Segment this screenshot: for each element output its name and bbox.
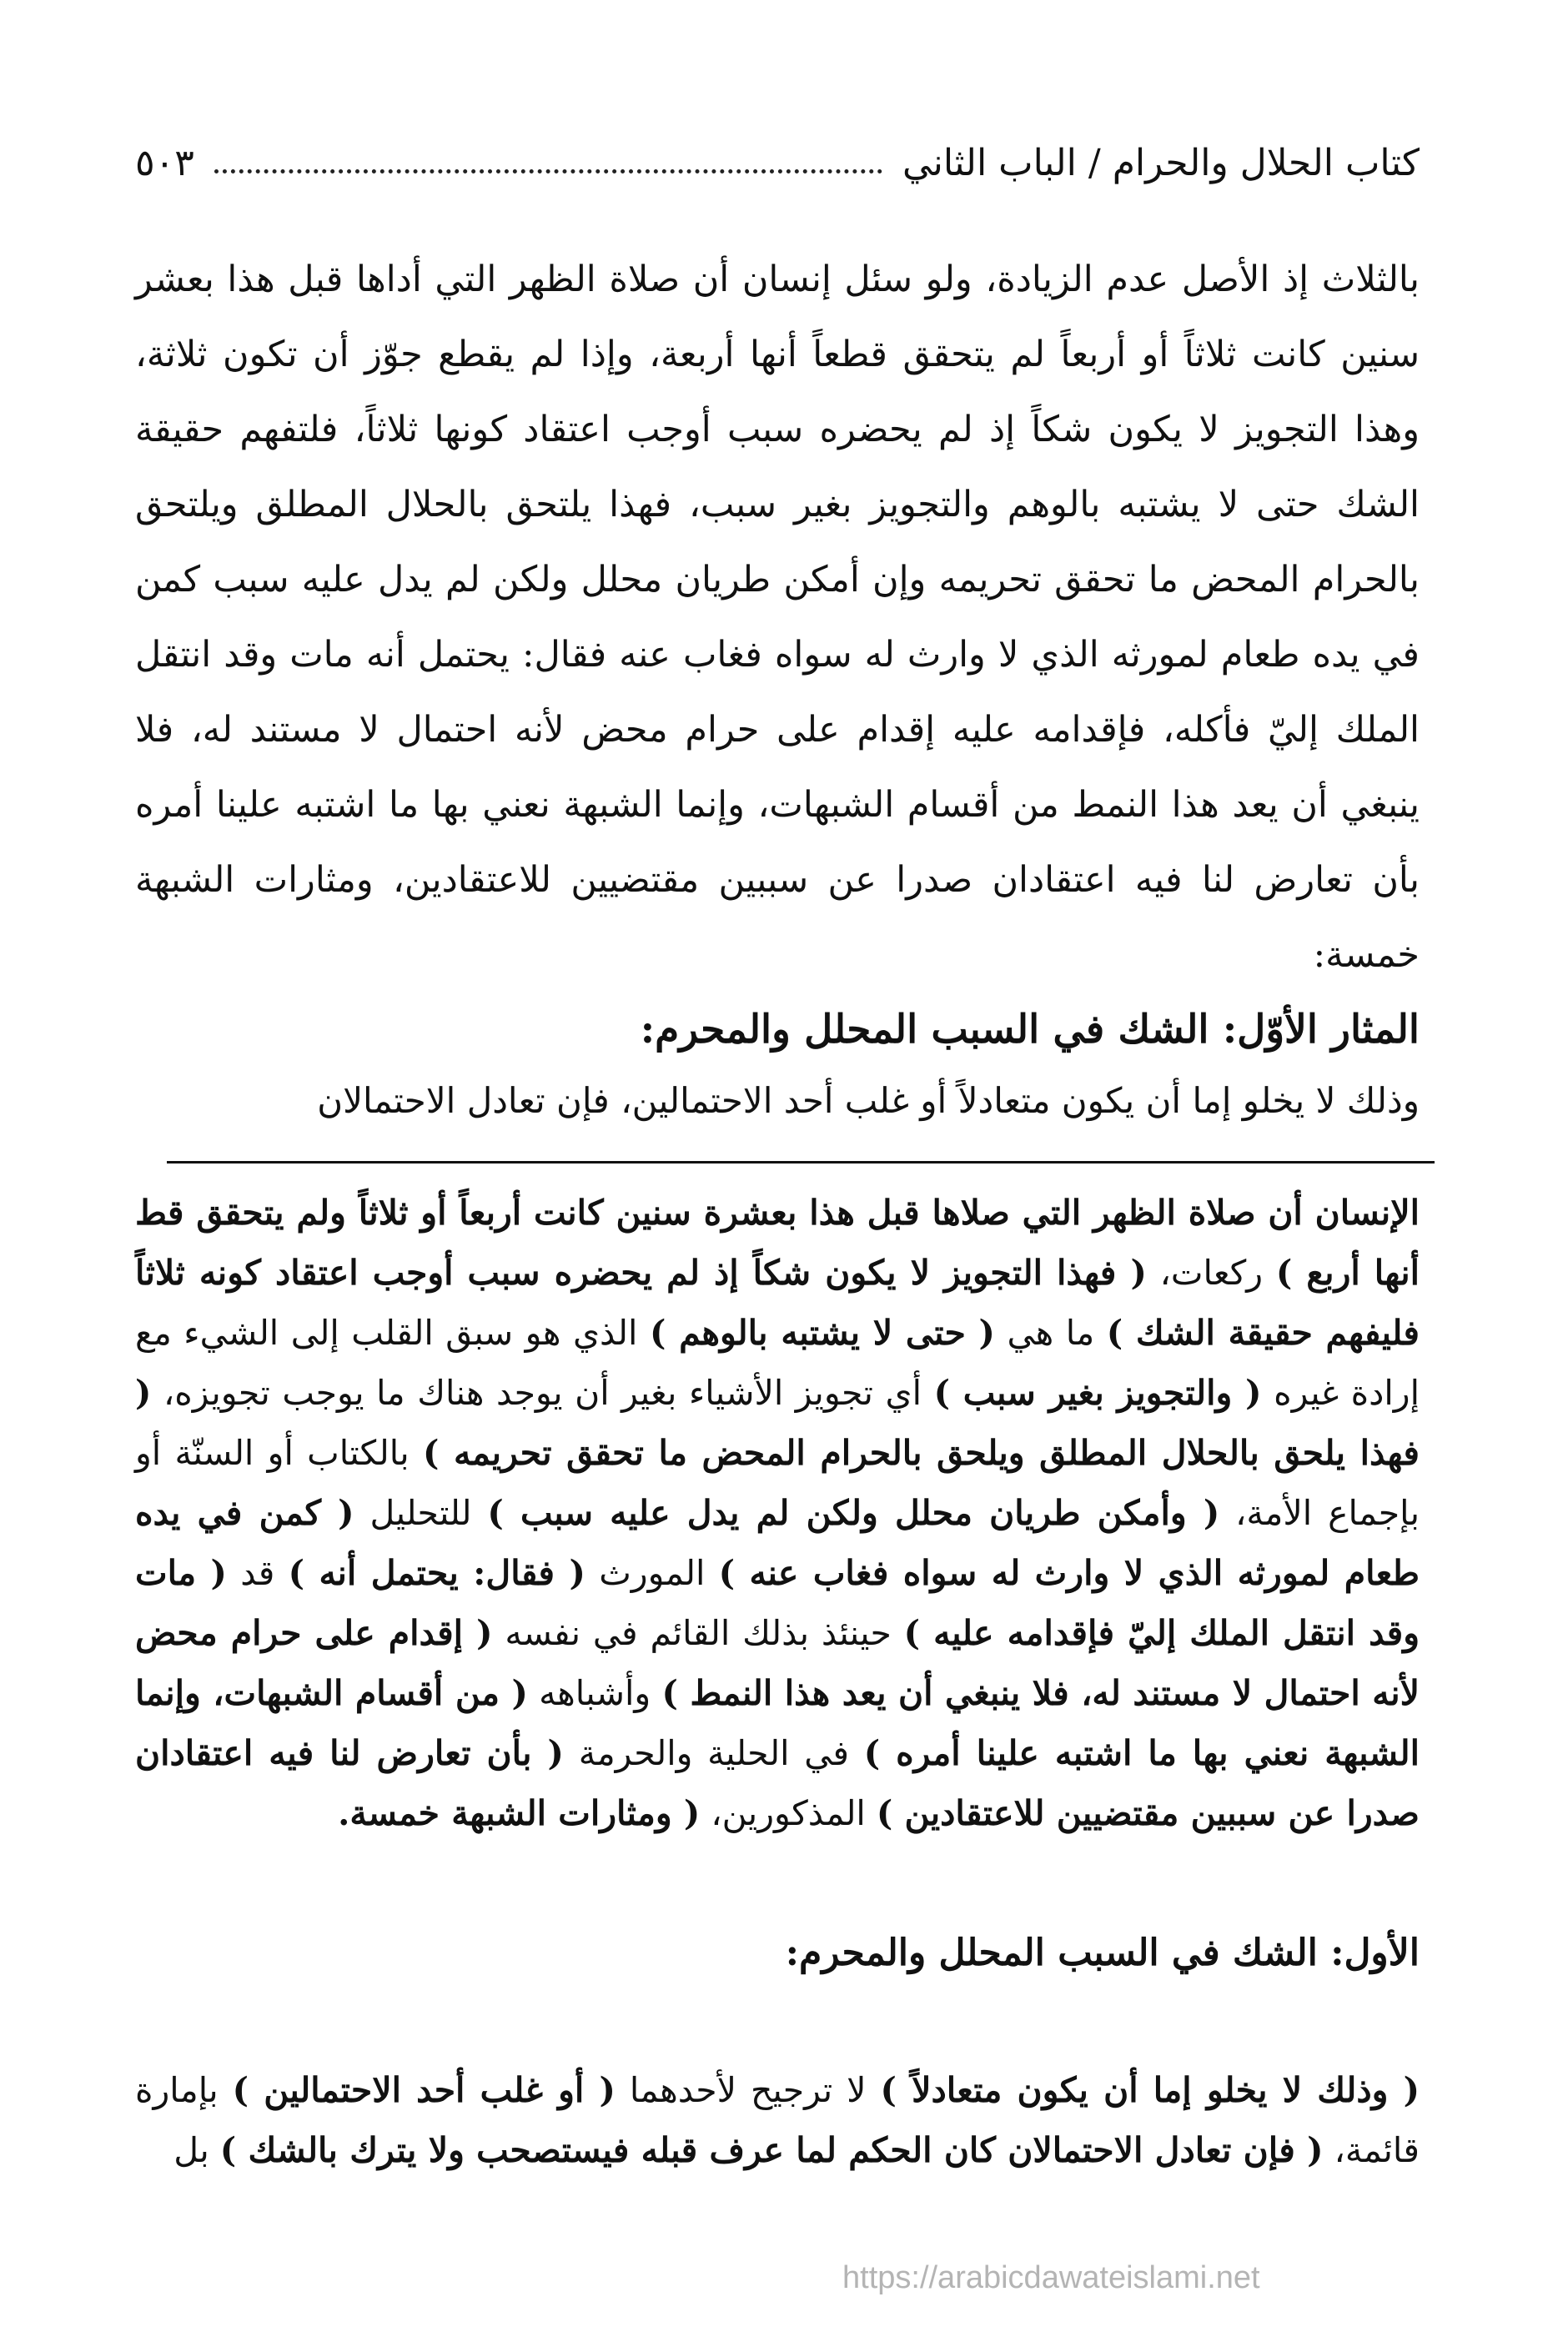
section-lead-text: وذلك لا يخلو إما أن يكون متعادلاً أو غلب أحد الاحتمالين، فإن تعادل الاحتمالان <box>317 1080 1420 1121</box>
commentary-quote: ( إقدام على حرام محض لأنه احتمال لا مستند له، فلا ينبغي أن يعد هذا النمط ) <box>135 1613 1420 1713</box>
commentary-quote: ( فهذا يلحق بالحلال المطلق ويلحق بالحرام المحض ما تحقق تحريمه ) <box>135 1373 1420 1473</box>
commentary-gloss: ركعات، <box>1146 1253 1276 1293</box>
header-leader-dots <box>214 169 882 173</box>
commentary-quote: ( فهذا التجويز لا يكون شكاً إذ لم يحضره سبب أوجب اعتقاد كونه ثلاثاً فليفهم حقيقة الشك ) <box>135 1253 1420 1353</box>
commentary-gloss: المورث <box>585 1553 719 1593</box>
commentary-gloss: قد <box>226 1553 289 1593</box>
commentary-gloss: بإمارة قائمة، <box>135 2070 1420 2170</box>
commentary-paragraph <box>135 1183 1420 1843</box>
commentary-quote: ( فإن تعادل الاحتمالان كان الحكم لما عرف قبله فيستصحب ولا يترك بالشك ) <box>219 2130 1324 2170</box>
commentary-quote: ( ومثارات الشبهة خمسة. <box>338 1793 701 1833</box>
commentary-gloss: لا ترجيح لأحدهما <box>615 2070 881 2110</box>
header-title: كتاب الحلال والحرام / الباب الثاني <box>902 141 1420 184</box>
commentary-quote: ( مات وقد انتقل الملك إليّ فإقدامه عليه ) <box>135 1553 1420 1653</box>
commentary-quote: ( أو غلب أحد الاحتمالين ) <box>232 2070 616 2110</box>
commentary-gloss: بالكتاب أو السنّة أو بإجماع الأمة، <box>135 1433 1420 1533</box>
section-heading-first-cause: المثار الأوّل: الشك في السبب المحلل والمحرم: <box>640 1007 1420 1053</box>
commentary-quote: ( فقال: يحتمل أنه ) <box>288 1553 585 1593</box>
running-header <box>135 133 1420 192</box>
commentary-gloss: في الحلية والحرمة <box>563 1733 864 1773</box>
commentary-gloss: الذي هو سبق القلب إلى الشيء مع إرادة غيره <box>135 1313 1420 1413</box>
commentary-quote: ( وأمكن طريان محلل ولكن لم يدل عليه سبب ) <box>487 1493 1220 1533</box>
commentary-paragraph-2 <box>135 2060 1420 2180</box>
footnote-divider <box>167 1161 1435 1163</box>
watermark-url: https://arabicdawateislami.net <box>842 2260 1260 2295</box>
commentary-heading-first: الأول: الشك في السبب المحلل والمحرم: <box>785 1932 1420 1974</box>
commentary-quote: ( والتجويز بغير سبب ) <box>933 1373 1262 1413</box>
commentary-gloss: وأشباهه <box>527 1673 662 1713</box>
commentary-quote: ( بأن تعارض لنا فيه اعتقادان صدرا عن سببين مقتضيين للاعتقادين ) <box>135 1733 1420 1833</box>
commentary-gloss: أي تجويز الأشياء بغير أن يوجد هناك ما يوجب تجويزه، <box>151 1373 934 1413</box>
commentary-quote: الإنسان أن صلاة الظهر التي صلاها قبل هذا بعشرة سنين كانت أربعاً أو ثلاثاً ولم يتحقق قط أنها أربع ) <box>135 1193 1420 1293</box>
commentary-gloss: للتحليل <box>354 1493 488 1533</box>
commentary-quote: ( حتى لا يشتبه بالوهم ) <box>649 1313 995 1353</box>
commentary-gloss: المذكورين، <box>700 1793 877 1833</box>
commentary-gloss: حينئذ بذلك القائم في نفسه <box>492 1613 904 1653</box>
commentary-quote: ( من أقسام الشبهات، وإنما الشبهة نعني بها ما اشتبه علينا أمره ) <box>135 1673 1420 1773</box>
commentary-quote: ( كمن في يده طعام لمورثه الذي لا وارث له سواه فغاب عنه ) <box>135 1493 1420 1593</box>
main-text-paragraph: بالثلاث إذ الأصل عدم الزيادة، ولو سئل إنسان أن صلاة الظهر التي أداها قبل هذا بعشر سنين كانت ثلاثاً أو أربعاً لم يتحقق قطعاً أنها أربعة، وإذا لم يقطع جوّز أن تكون ثلاثة، وهذا التجويز لا يكون شكاً إذ لم يحضره سبب أوجب اعتقاد كونها ثلاثاً، فلتفهم حقيقة الشك حتى لا يشتبه بالوهم والتجويز بغير سبب، فهذا يلتحق بالحلال المطلق ويلتحق بالحرام المحض ما تحقق تحريمه وإن أمكن طريان محلل ولكن لم يدل عليه سبب كمن في يده طعام لمورثه الذي لا وارث له سواه فغاب عنه فقال: يحتمل أنه مات وقد انتقل الملك إليّ فأكله، فإقدامه عليه إقدام على حرام محض لأنه احتمال لا مستند له، فلا ينبغي أن يعد هذا النمط من أقسام الشبهات، وإنما الشبهة نعني بها ما اشتبه علينا أمره بأن تعارض لنا فيه اعتقادان صدرا عن سببين مقتضيين للاعتقادين، ومثارات الشبهة خمسة: <box>135 259 1420 976</box>
commentary-gloss: بل <box>173 2130 220 2170</box>
commentary-quote: ( وذلك لا يخلو إما أن يكون متعادلاً ) <box>880 2070 1420 2110</box>
page-number: ٥٠٣ <box>135 141 194 184</box>
commentary-gloss: ما هي <box>994 1313 1107 1353</box>
